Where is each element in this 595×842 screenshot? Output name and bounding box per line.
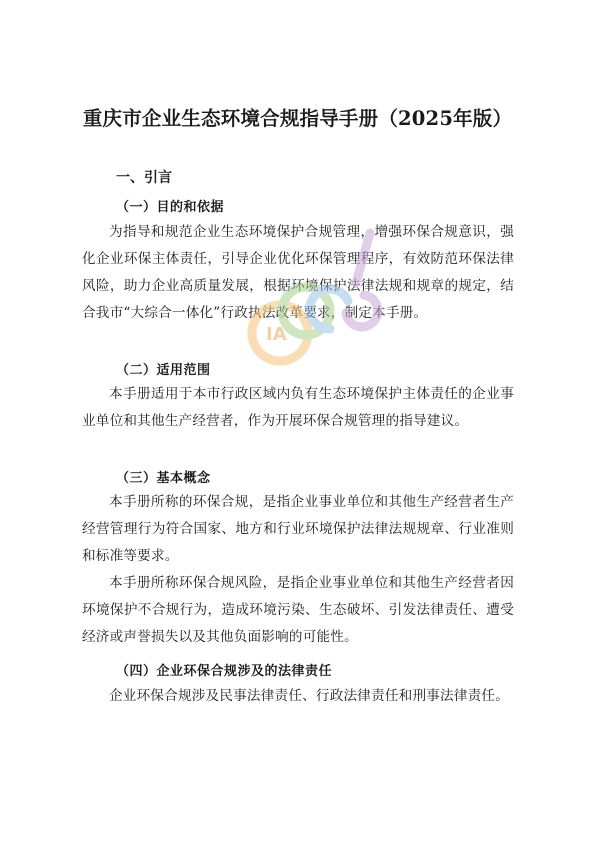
subheading-concepts: （三）基本概念 bbox=[116, 471, 211, 486]
paragraph-risk-definition: 本手册所称环保合规风险，是指企业事业单位和其他生产经营者因环境保护不合规行为，造成环境污染、生态破坏、引发法律责任、遭受经济或声誉损失以及其他负面影响的可能性。 bbox=[82, 575, 514, 645]
section-heading-intro: 一、引言 bbox=[116, 170, 172, 186]
paragraph-scope: 本手册适用于本市行政区域内负有生态环境保护主体责任的企业事业单位和其他生产经营者，作为开展环保合规管理的指导建议。 bbox=[82, 386, 514, 429]
subheading-scope: （二）适用范围 bbox=[116, 363, 211, 378]
page-title: 重庆市企业生态环境合规指导手册（2025年版） bbox=[82, 107, 513, 130]
paragraph-legal-liability: 企业环保合规涉及民事法律责任、行政法律责任和刑事法律责任。 bbox=[109, 688, 510, 704]
paragraph-purpose: 为指导和规范企业生态环境保护合规管理，增强环保合规意识，强化企业环保主体责任，引导企业优化环保管理程序，有效防范环保法律风险，助力企业高质量发展，根据环境保护法律法规和规章的规定，结合我市“大综合一体化”行政执法改革要求，制定本手册。 bbox=[82, 224, 514, 321]
paragraph-compliance-definition: 本手册所称的环保合规，是指企业事业单位和其他生产经营者生产经营管理行为符合国家、地方和行业环境保护法律法规规章、行业准则和标准等要求。 bbox=[82, 494, 514, 564]
svg-text:IA: IA bbox=[266, 324, 287, 345]
subheading-purpose: （一）目的和依据 bbox=[116, 200, 225, 215]
subheading-legal-liability: （四）企业环保合规涉及的法律责任 bbox=[116, 664, 333, 679]
